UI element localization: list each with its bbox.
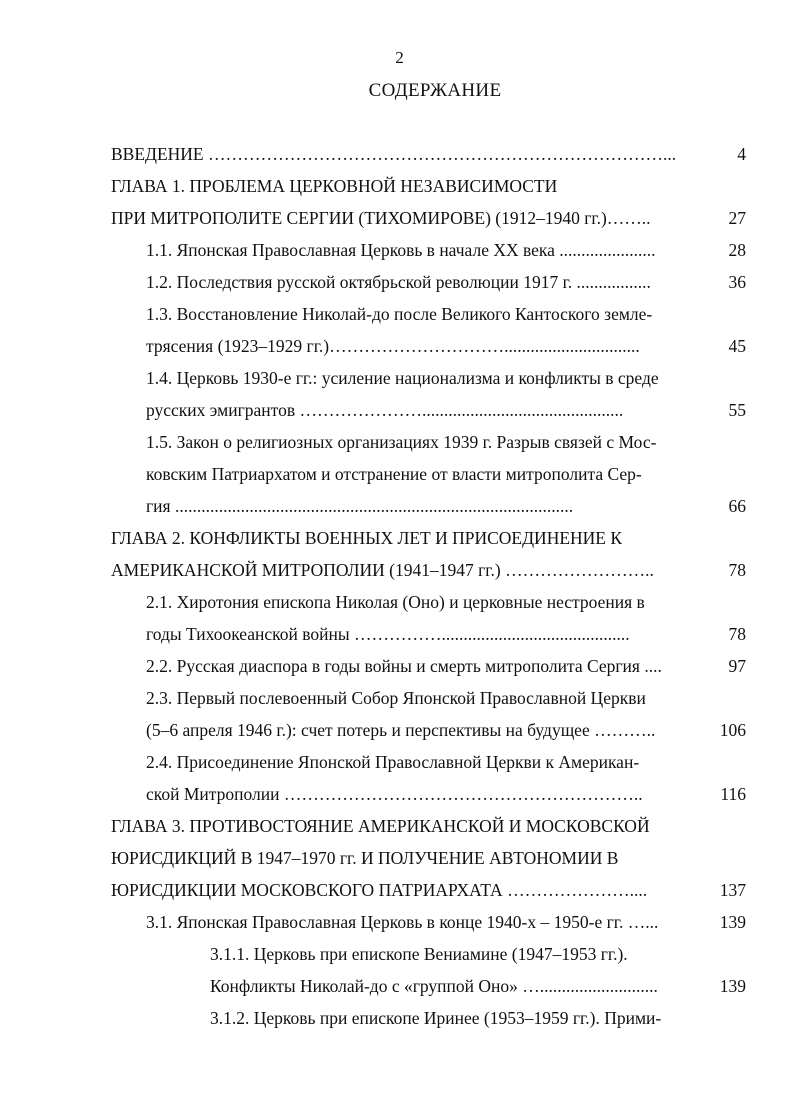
toc-entry-1-3: 1.3. Восстановление Николай-до после Великого Кантоского земле- xyxy=(146,304,653,324)
toc-page-number: 36 xyxy=(728,272,746,292)
toc-entry-1-5-cont: ковским Патриархатом и отстранение от власти митрополита Сер- xyxy=(146,464,642,484)
toc-entry-3-1-1-cont: Конфликты Николай-до с «группой Оно» …........................... xyxy=(210,976,658,996)
toc-entry-chapter-1: ГЛАВА 1. ПРОБЛЕМА ЦЕРКОВНОЙ НЕЗАВИСИМОСТИ xyxy=(111,176,558,196)
toc-entry-2-3: 2.3. Первый послевоенный Собор Японской Православной Церкви xyxy=(146,688,646,708)
toc-entry-1-4: 1.4. Церковь 1930-е гг.: усиление национализма и конфликты в среде xyxy=(146,368,659,388)
toc-entry-2-4-cont: ской Митрополии …………………………………………………….. xyxy=(146,784,643,804)
toc-page-number: 66 xyxy=(728,496,746,516)
toc-entry-chapter-1-cont: ПРИ МИТРОПОЛИТЕ СЕРГИИ (ТИХОМИРОВЕ) (1912–1940 гг.)…….. xyxy=(111,208,651,228)
toc-entry-2-1-cont: годы Тихоокеанской войны ……………........................................... xyxy=(146,624,630,644)
page-number: 2 xyxy=(395,48,404,67)
toc-page-number: 78 xyxy=(728,560,746,580)
toc-page-number: 45 xyxy=(728,336,746,356)
toc-entry-1-5: 1.5. Закон о религиозных организациях 1939 г. Разрыв связей с Мос- xyxy=(146,432,657,452)
toc-entry-2-4: 2.4. Присоединение Японской Православной Церкви к Американ- xyxy=(146,752,640,772)
toc-page-number: 28 xyxy=(728,240,746,260)
toc-entry-1-5-cont: гия ........................................................................................... xyxy=(146,496,574,516)
toc-entry-chapter-3: ГЛАВА 3. ПРОТИВОСТОЯНИЕ АМЕРИКАНСКОЙ И МОСКОВСКОЙ xyxy=(111,816,650,836)
toc-entry-chapter-3-cont: ЮРИСДИКЦИЙ В 1947–1970 гг. И ПОЛУЧЕНИЕ АВТОНОМИИ В xyxy=(111,848,619,868)
toc-entry-1-1: 1.1. Японская Православная Церковь в начале ХХ века ...................... xyxy=(146,240,656,260)
toc-entry-2-1: 2.1. Хиротония епископа Николая (Оно) и церковные нестроения в xyxy=(146,592,645,612)
toc-page-number: 137 xyxy=(719,880,746,900)
toc-entry-3-1-1: 3.1.1. Церковь при епископе Вениамине (1947–1953 гг.). xyxy=(210,944,628,964)
toc-page-number: 27 xyxy=(728,208,746,228)
toc-entry-2-2: 2.2. Русская диаспора в годы войны и смерть митрополита Сергия .... xyxy=(146,656,662,676)
toc-page-number: 139 xyxy=(719,976,746,996)
toc-entry-3-1-2: 3.1.2. Церковь при епископе Иринее (1953–1959 гг.). Прими- xyxy=(210,1008,662,1028)
toc-page-number: 55 xyxy=(728,400,746,420)
toc-page-number: 139 xyxy=(719,912,746,932)
toc-entry-2-3-cont: (5–6 апреля 1946 г.): счет потерь и перспективы на будущее ……….. xyxy=(146,720,656,740)
toc-page-number: 106 xyxy=(719,720,746,740)
toc-entry-1-3-cont: трясения (1923–1929 гг.)…………………………............................... xyxy=(146,336,640,356)
toc-entry-chapter-3-cont: ЮРИСДИКЦИИ МОСКОВСКОГО ПАТРИАРХАТА ………………….... xyxy=(111,880,648,900)
page-title: СОДЕРЖАНИЕ xyxy=(368,80,502,101)
toc-entry-chapter-2: ГЛАВА 2. КОНФЛИКТЫ ВОЕННЫХ ЛЕТ И ПРИСОЕДИНЕНИЕ К xyxy=(111,528,623,548)
toc-entry-1-2: 1.2. Последствия русской октябрьской революции 1917 г. ................. xyxy=(146,272,651,292)
toc-page-number: 116 xyxy=(720,784,746,804)
toc-page-number: 78 xyxy=(728,624,746,644)
toc-entry-introduction: ВВЕДЕНИЕ ……………………………………………………………………... xyxy=(111,144,677,164)
toc-entry-chapter-2-cont: АМЕРИКАНСКОЙ МИТРОПОЛИИ (1941–1947 гг.) …………………….. xyxy=(111,560,654,580)
toc-page-number: 4 xyxy=(737,144,746,164)
toc-entry-3-1: 3.1. Японская Православная Церковь в конце 1940-х – 1950-е гг. …... xyxy=(146,912,659,932)
toc-page-number: 97 xyxy=(728,656,746,676)
toc-entry-1-4-cont: русских эмигрантов ………………….............................................. xyxy=(146,400,624,420)
